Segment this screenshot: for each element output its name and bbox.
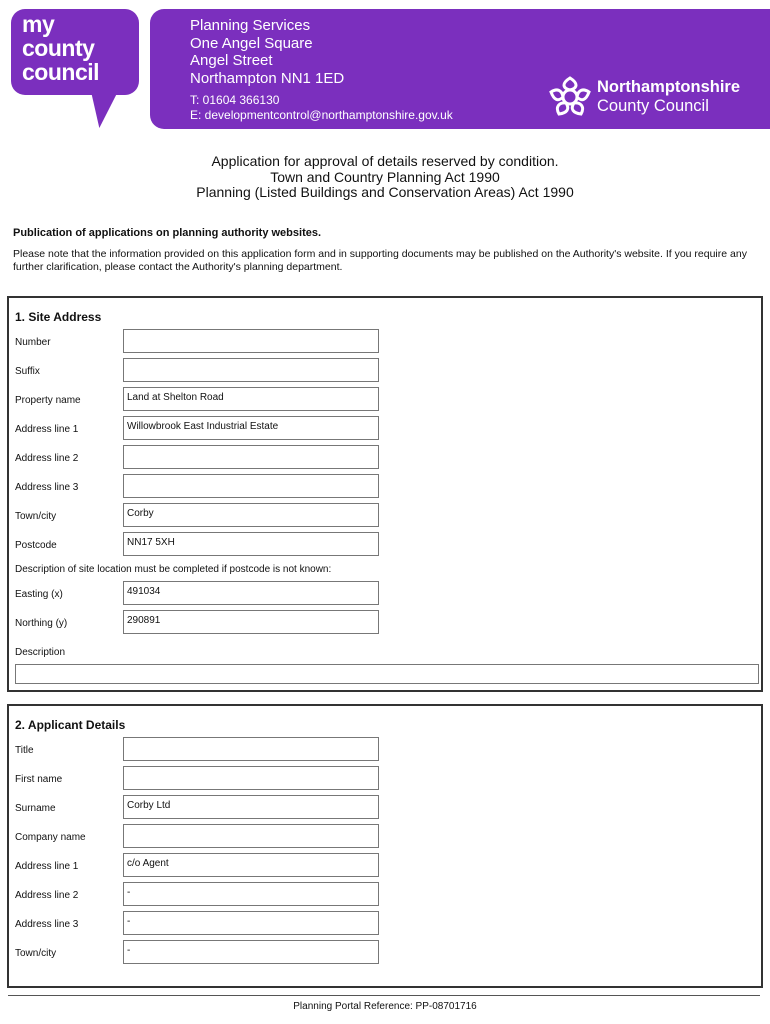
title-line: Town and Country Planning Act 1990 <box>270 168 500 185</box>
field-label: Address line 2 <box>15 453 79 464</box>
address-line: One Angel Square <box>190 34 313 52</box>
suffix-input[interactable] <box>123 358 379 382</box>
title-line: Planning (Listed Buildings and Conservation Areas) Act 1990 <box>196 184 574 200</box>
section-title: 1. Site Address <box>15 310 102 324</box>
easting-input[interactable]: 491034 <box>123 581 379 605</box>
logo-wordmark <box>22 12 132 84</box>
applicant-address-line-2-input[interactable]: - <box>123 882 379 906</box>
email-address: E: developmentcontrol@northamptonshire.gov.uk <box>190 108 453 122</box>
applicant-town-city-input[interactable]: - <box>123 940 379 964</box>
surname-input[interactable]: Corby Ltd <box>123 795 379 819</box>
field-label: Address line 1 <box>15 861 79 872</box>
field-label: Town/city <box>15 511 57 522</box>
contact-details <box>190 93 453 123</box>
field-label: Address line 3 <box>15 482 79 493</box>
field-label: Easting (x) <box>15 589 63 600</box>
logo-line: council <box>22 59 100 85</box>
field-label: Town/city <box>15 948 57 959</box>
field-label: Surname <box>15 803 56 814</box>
field-label: Address line 3 <box>15 919 79 930</box>
council-name-line: Northamptonshire <box>597 78 741 96</box>
property-name-input[interactable]: Land at Shelton Road <box>123 387 379 411</box>
council-name <box>597 78 740 116</box>
number-input[interactable] <box>123 329 379 353</box>
footer-divider <box>8 995 760 996</box>
company-name-input[interactable] <box>123 824 379 848</box>
applicant-address-line-3-input[interactable]: - <box>123 911 379 935</box>
field-label: Address line 1 <box>15 424 79 435</box>
logo-line: county <box>22 35 95 61</box>
phone-number: T: 01604 366130 <box>190 93 280 107</box>
first-name-input[interactable] <box>123 766 379 790</box>
address-line-1-input[interactable]: Willowbrook East Industrial Estate <box>123 416 379 440</box>
field-label: Title <box>15 745 34 756</box>
field-label: Northing (y) <box>15 618 68 629</box>
publication-heading: Publication of applications on planning authority websites. <box>13 227 322 239</box>
site-address-section <box>7 296 763 692</box>
address-line: Planning Services <box>190 17 311 34</box>
field-label: First name <box>15 774 63 785</box>
publication-note: Please note that the information provided on this application form and in supporting documents may be published on the Authority's website. If you require any further clarification, please contact the Authority's planning department. <box>13 248 747 273</box>
logo-speech-tail <box>85 90 118 128</box>
office-address <box>190 17 344 87</box>
description-input[interactable] <box>15 664 759 684</box>
field-label: Property name <box>15 395 81 406</box>
field-label: Postcode <box>15 540 57 551</box>
location-note: Description of site location must be completed if postcode is not known: <box>15 564 332 575</box>
applicant-address-line-1-input[interactable]: c/o Agent <box>123 853 379 877</box>
field-label: Address line 2 <box>15 890 79 901</box>
field-label: Suffix <box>15 366 40 377</box>
postcode-input[interactable]: NN17 5XH <box>123 532 379 556</box>
field-label: Description <box>15 647 66 658</box>
rose-emblem-icon <box>548 75 592 119</box>
town-city-input[interactable]: Corby <box>123 503 379 527</box>
form-title <box>0 154 770 201</box>
logo-line: my <box>22 11 55 37</box>
field-label: Number <box>15 337 51 348</box>
address-line-2-input[interactable] <box>123 445 379 469</box>
title-input[interactable] <box>123 737 379 761</box>
address-line: Angel Street <box>190 52 273 69</box>
northamptonshire-logo <box>548 75 763 119</box>
section-title: 2. Applicant Details <box>15 718 126 732</box>
field-label: Company name <box>15 832 86 843</box>
portal-reference: Planning Portal Reference: PP-08701716 <box>293 1001 477 1012</box>
applicant-details-section <box>7 704 763 988</box>
title-line: Application for approval of details reserved by condition. <box>211 153 559 169</box>
address-line-3-input[interactable] <box>123 474 379 498</box>
address-line: Northampton NN1 1ED <box>190 69 345 87</box>
council-name-line: County Council <box>597 97 709 115</box>
northing-input[interactable]: 290891 <box>123 610 379 634</box>
